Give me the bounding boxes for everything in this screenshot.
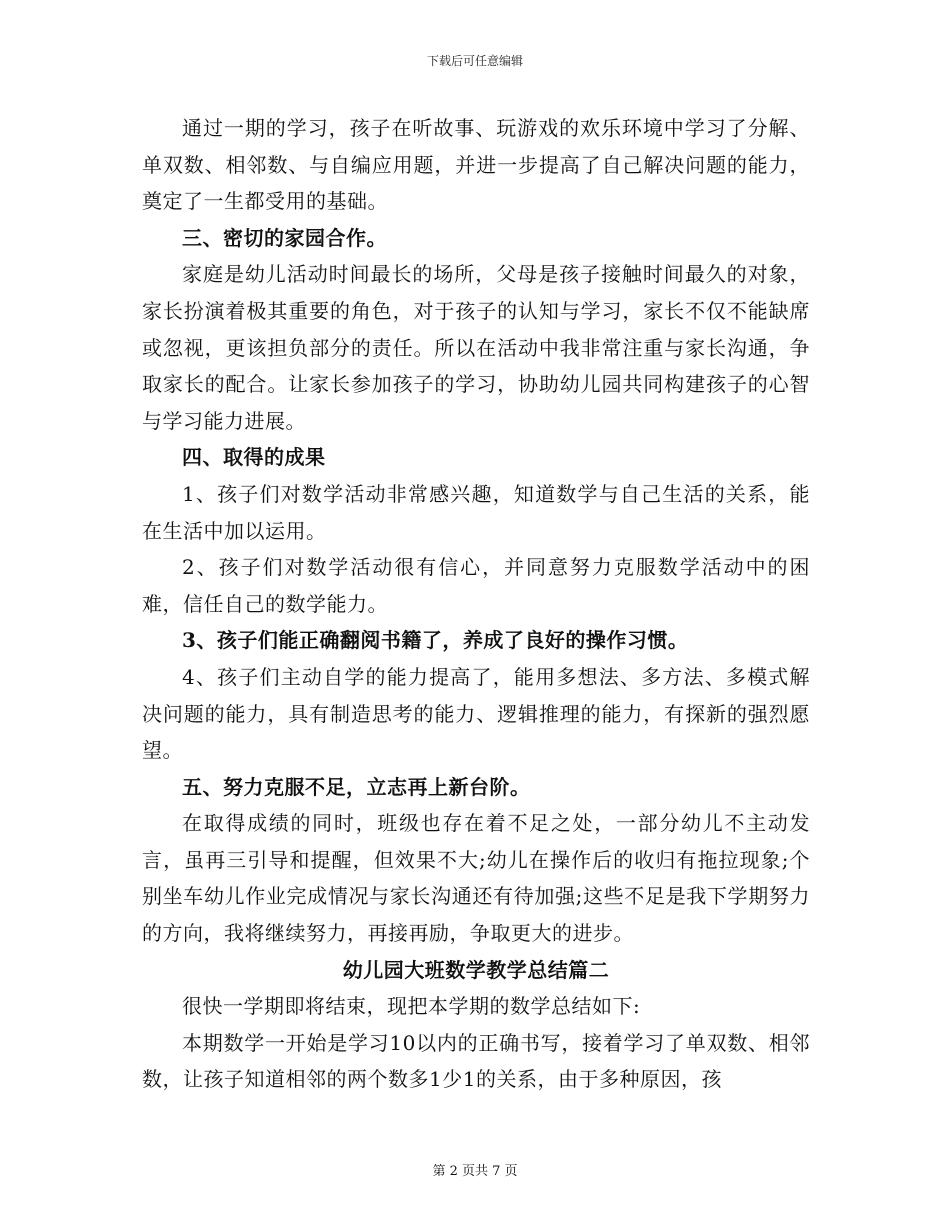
heading-overcome-shortcomings: 五、努力克服不足，立志再上新台阶。 xyxy=(182,774,531,799)
heading-achievements: 四、取得的成果 xyxy=(182,445,326,470)
page-footer: 第 2 页共 7 页 xyxy=(432,1164,518,1179)
heading-home-school-cooperation: 三、密切的家园合作。 xyxy=(182,225,387,250)
paragraph-intro-part-two: 很快一学期即将结束，现把本学期的数学总结如下: xyxy=(182,994,641,1019)
paragraph-shortcomings: 在取得成绩的同时，班级也存在着不足之处，一部分幼儿不主动发言，虽再三引导和提醒，但效果不大;幼儿在操作后的收归有拖拉现象;个别坐车幼儿作业完成情况与家长沟通还有待加强;这些不足是我下学期努力的方向，我将继续努力，再接再励，争取更大的进步。 xyxy=(142,811,810,946)
page-header: 下载后可任意编辑 xyxy=(426,54,523,68)
paragraph-achievement-1: 1、孩子们对数学活动非常感兴趣，知道数学与自己生活的关系，能在生活中加以运用。 xyxy=(142,481,810,543)
paragraph-achievement-4: 4、孩子们主动自学的能力提高了，能用多想法、多方法、多模式解决问题的能力，具有制造思考的能力、逻辑推理的能力，有探新的强烈愿望。 xyxy=(142,664,810,763)
paragraph-achievement-2: 2、孩子们对数学活动很有信心，并同意努力克服数学活动中的困难，信任自己的数学能力。 xyxy=(142,555,810,616)
document-body xyxy=(142,110,810,1098)
section-title-part-two: 幼儿园大班数学教学总结篇二 xyxy=(342,957,610,982)
paragraph-achievement-3: 3、孩子们能正确翻阅书籍了，养成了良好的操作习惯。 xyxy=(182,628,689,653)
paragraph-number-learning: 本期数学一开始是学习10以内的正确书写，接着学习了单双数、相邻数，让孩子知道相邻的两个数多1少1的关系，由于多种原因，孩 xyxy=(142,1030,810,1092)
paragraph-learning-summary: 通过一期的学习，孩子在听故事、玩游戏的欢乐环境中学习了分解、单双数、相邻数、与自编应用题，并进一步提高了自己解决问题的能力，奠定了一生都受用的基础。 xyxy=(142,116,810,214)
paragraph-family-role: 家庭是幼儿活动时间最长的场所，父母是孩子接触时间最久的对象，家长扮演着极其重要的角色，对于孩子的认知与学习，家长不仅不能缺席或忽视，更该担负部分的责任。所以在活动中我非常注重与家长沟通，争取家长的配合。让家长参加孩子的学习，协助幼儿园共同构建孩子的心智与学习能力进展。 xyxy=(142,262,810,433)
